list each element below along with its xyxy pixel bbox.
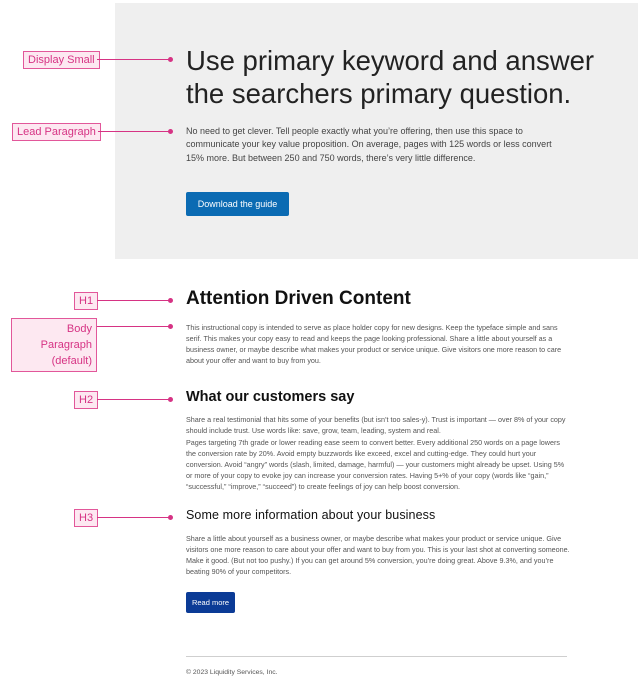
download-guide-button[interactable]: Download the guide (186, 192, 289, 216)
annotation-body-paragraph-line1: Body Paragraph (40, 323, 92, 351)
annotation-display-small: Display Small (23, 51, 100, 69)
conversion-paragraph: Pages targeting 7th grade or lower reading ease seem to convert better. Every additional 250 words on a page lowers the conversion rate by 20%. Avoid empty buzzwords like exceed, excel and cutting-edge. They could hurt your conversion. Avoid “angry” words (slash, limited, damage, harmful) — your customers might already be upset. Using 5% or more of your copy to evoke joy can increase your conversion rates. Having 5+% of your copy (words like “gain,” “successful,” “improve,” “succeed”) to create feelings of joy can help boost conversion. (186, 438, 565, 491)
heading-h3: Some more information about your business (186, 508, 436, 522)
annotation-marker (168, 397, 173, 402)
annotation-connector (97, 300, 170, 301)
footer-copyright: © 2023 Liquidity Services, Inc. (186, 669, 278, 676)
annotation-connector (97, 399, 170, 400)
annotation-connector (97, 59, 170, 60)
annotation-body-paragraph-line2: (default) (51, 355, 92, 367)
body-paragraph: This instructional copy is intended to serve as place holder copy for new designs. Keep the typeface simple and sans serif. This makes your copy easy to read and keeps the page looking professional. Share a little about yourself as a business owner, or maybe describe what makes your product or service unique. Give visitors one more reason to care about your offer and want to buy from you. (186, 323, 562, 365)
heading-h1: Attention Driven Content (186, 288, 411, 309)
annotation-marker (168, 298, 173, 303)
annotation-h1: H1 (74, 292, 98, 310)
business-info-paragraph: Share a little about yourself as a business owner, or maybe describe what makes your product or service unique. Give visitors one more reason to care about your offer and want to buy from you. This is your last shot at converting someone. Make it good. (But not too pushy.) If you can get around 5% conversion, you’re doing great. Above 9.3%, and you’re beating 90% of your competitors. (186, 534, 570, 576)
heading-h2: What our customers say (186, 389, 355, 405)
read-more-button[interactable]: Read more (186, 592, 235, 613)
hero-title: Use primary keyword and answer the searchers primary question. (186, 45, 595, 109)
annotation-marker (168, 57, 173, 62)
testimonial-paragraph: Share a real testimonial that hits some of your benefits (but isn’t too sales-y). Trust is important — over 8% of your copy should include trust. Use words like: save, grow, team, leading, system and real. (186, 415, 566, 435)
annotation-body-paragraph (11, 318, 97, 372)
annotation-connector (97, 517, 170, 518)
annotation-marker (168, 324, 173, 329)
footer-divider (186, 656, 567, 657)
annotation-connector (97, 326, 170, 327)
annotation-marker (168, 515, 173, 520)
annotation-h3: H3 (74, 509, 98, 527)
annotation-marker (168, 129, 173, 134)
hero-lead-paragraph: No need to get clever. Tell people exactly what you’re offering, then use this space to communicate your key value proposition. On average, pages with 125 words or less convert 15% more. But between 250 and 750 words, there’s very little difference. (186, 126, 552, 163)
annotation-connector (98, 131, 170, 132)
annotation-lead-paragraph: Lead Paragraph (12, 123, 101, 141)
annotation-h2: H2 (74, 391, 98, 409)
